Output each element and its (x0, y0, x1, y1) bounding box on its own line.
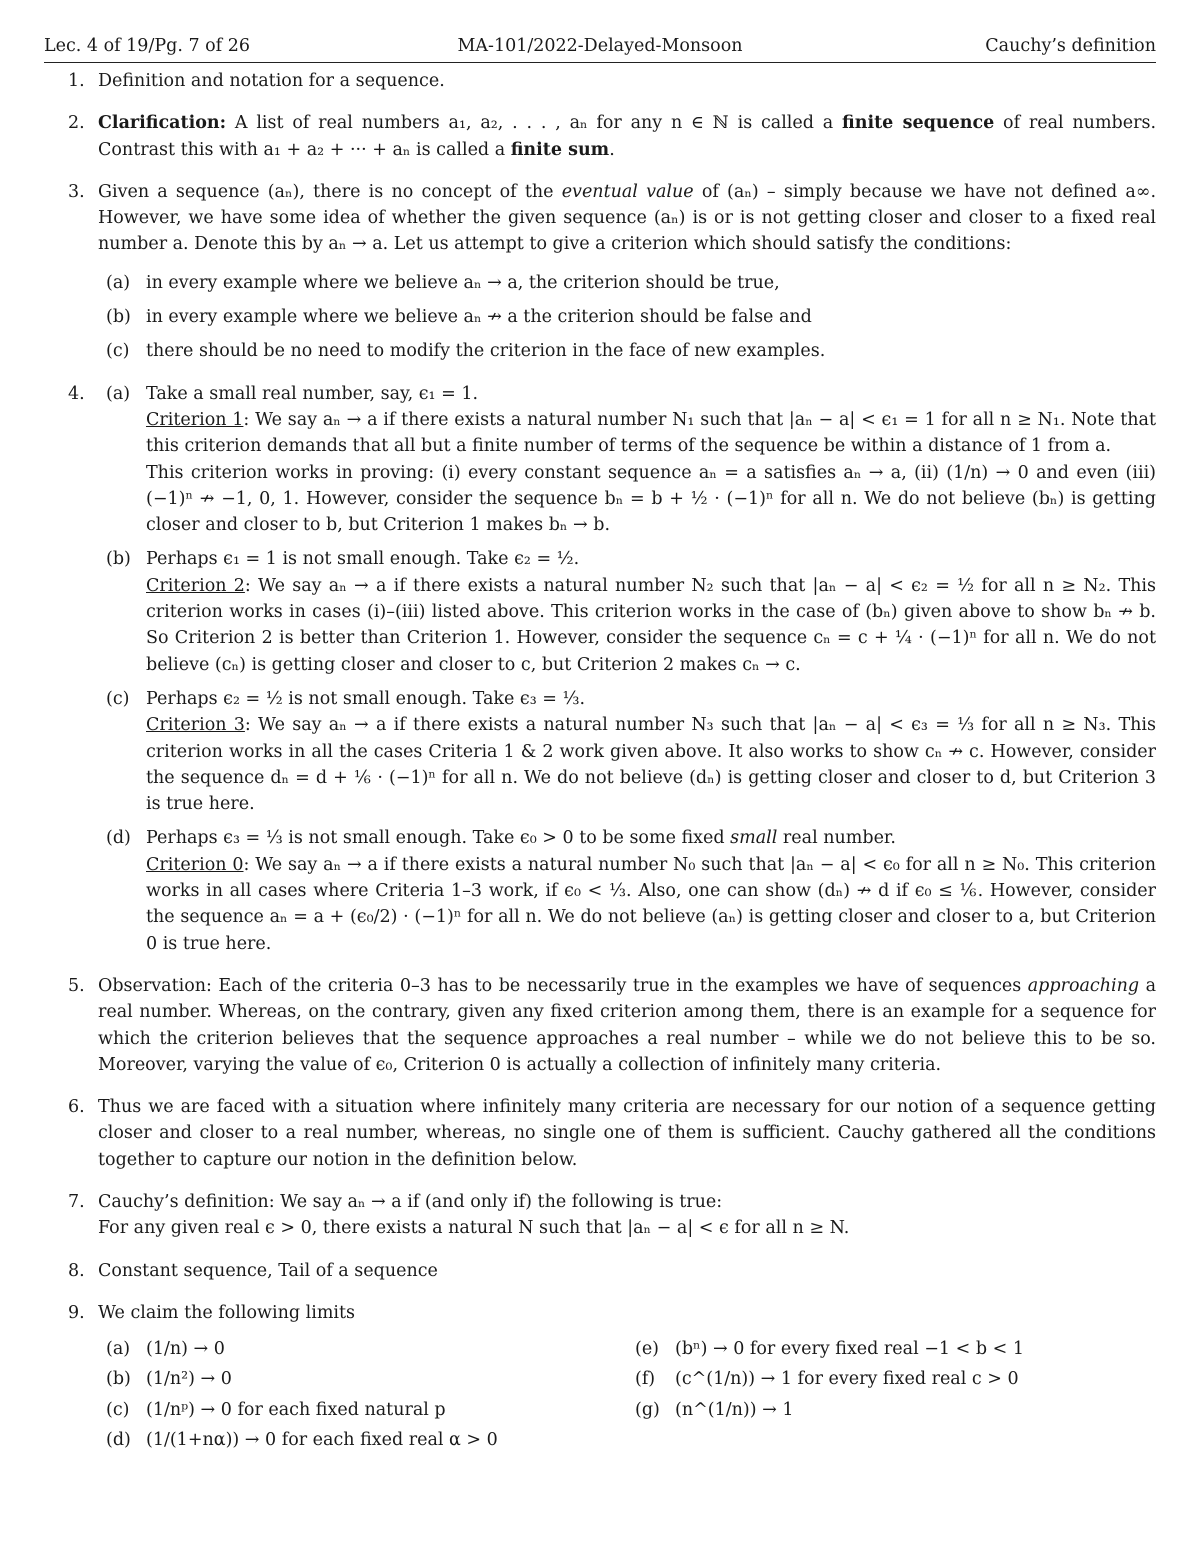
sub-label: (a) (106, 1339, 131, 1360)
sub-text: (1/n²) → 0 (146, 1369, 232, 1390)
clarification-label: Clarification: (98, 113, 227, 134)
limit-item (627, 1336, 1156, 1362)
sub-text: in every example where we believe aₙ ↛ a the criterion should be false and (146, 307, 812, 328)
list-item-4 (68, 381, 1156, 957)
item-number: 5. (68, 975, 85, 996)
item-text: of (aₙ) – simply because we have not defined a∞. However, we have some idea of whether the given sequence (aₙ) is or is not getting closer and closer to a fixed real number a. Denote this by aₙ → a. Let us attempt to give a criterion which should satisfy the conditions: (98, 181, 1157, 255)
criterion-1-title: Criterion 1 (146, 409, 244, 430)
list-item-2 (68, 110, 1156, 163)
sub-text: Take a small real number, say, ϵ₁ = 1. (146, 383, 479, 404)
sub-text: (n^(1/n)) → 1 (675, 1399, 794, 1420)
sub-text: in every example where we believe aₙ → a, the criterion should be true, (146, 272, 780, 293)
sub-text-part: real number. (777, 828, 896, 849)
criterion-1-block (68, 381, 1156, 539)
sub-label: (d) (106, 828, 131, 849)
criterion-3-block (68, 686, 1156, 817)
limits-right-column (627, 1336, 1156, 1457)
sub-label: (d) (106, 1430, 131, 1451)
item-text: . (609, 139, 615, 160)
list-item-9 (68, 1300, 1156, 1457)
item-number: 3. (68, 181, 85, 202)
limit-item (98, 1336, 627, 1362)
item-text: Observation: Each of the criteria 0–3 has to be necessarily true in the examples we have of sequences (98, 975, 1028, 996)
list-item-5 (68, 973, 1156, 1078)
term-finite-sequence: finite sequence (842, 113, 995, 134)
item-text: Definition and notation for a sequence. (98, 71, 445, 91)
sub-label: (c) (106, 688, 130, 709)
sub-label: (c) (106, 341, 130, 362)
sub-text: : We say aₙ → a if there exists a natural number N₁ such that |aₙ − a| < ϵ₁ = 1 for all n ≥ N₁. Note that this criterion demands that all but a finite number of terms of the sequence be within a distance of 1 from a. (146, 409, 1156, 457)
condition-item (98, 304, 1156, 330)
header-topic: Cauchy’s definition (985, 36, 1156, 56)
sub-label: (a) (106, 272, 131, 293)
list-item-7 (68, 1189, 1156, 1242)
sub-text: This criterion works in proving: (i) every constant sequence aₙ = a satisfies aₙ → a, (ii) (1/n) → 0 and even (iii) (−1)ⁿ ↛ −1, 0, 1. However, consider the sequence bₙ = b + ½ · (−1)ⁿ for all n. We do not believe (bₙ) is getting closer and closer to b, but Criterion 1 makes bₙ → b. (146, 462, 1156, 536)
item-text: Constant sequence, Tail of a sequence (98, 1260, 438, 1281)
item-number: 1. (68, 71, 85, 91)
sub-text: (1/nᵖ) → 0 for each fixed natural p (146, 1399, 446, 1420)
item-text: Given a sequence (aₙ), there is no concept of the (98, 181, 562, 202)
limit-item (627, 1397, 1156, 1423)
term-approaching: approaching (1027, 975, 1140, 996)
term-small: small (730, 828, 778, 849)
item-text: a real number. Whereas, on the contrary, given any fixed criterion among them, there is an example for a sequence for which the criterion believes that the sequence approaches a real number – while we do not believe this to be so. Moreover, varying the value of ϵ₀, Criterion 0 is actually a collection of infinitely many criteria. (98, 975, 1156, 1075)
term-eventual-value: eventual value (561, 181, 694, 202)
sub-label: (c) (106, 1399, 130, 1420)
sub-label: (b) (106, 1369, 131, 1390)
sub-text: Perhaps ϵ₂ = ½ is not small enough. Take ϵ₃ = ⅓. (146, 688, 586, 709)
sub-text: : We say aₙ → a if there exists a natural number N₃ such that |aₙ − a| < ϵ₃ = ⅓ for all n ≥ N₃. This criterion works in all the cases Criteria 1 & 2 work given above. It also works to show cₙ ↛ c. However, consider the sequence dₙ = d + ⅙ · (−1)ⁿ for all n. We do not believe (dₙ) is getting closer and closer to d, but Criterion 3 is true here. (146, 715, 1156, 815)
item-text: Thus we are faced with a situation where infinitely many criteria are necessary for our notion of a sequence getting closer and closer to a real number, whereas, no single one of them is sufficient. Cauchy gathered all the conditions together to capture our notion in the definition below. (98, 1097, 1156, 1170)
item-text: of real numbers. Contrast this with a₁ + a₂ + ··· + aₙ is called a (98, 113, 1157, 160)
criterion-0-block (68, 825, 1156, 956)
sub-label: (b) (106, 549, 131, 570)
sub-text: Perhaps ϵ₁ = 1 is not small enough. Take ϵ₂ = ½. (146, 549, 580, 570)
item-number: 6. (68, 1097, 85, 1118)
item-number: 4. (68, 383, 85, 404)
condition-item (98, 338, 1156, 364)
limit-item (98, 1397, 627, 1423)
criterion-0-title: Criterion 0 (146, 854, 244, 875)
cauchy-definition-intro: Cauchy’s definition: We say aₙ → a if (and only if) the following is true: (98, 1191, 723, 1212)
limit-item (98, 1427, 627, 1453)
list-item-6 (68, 1094, 1156, 1173)
item-number: 8. (68, 1260, 85, 1281)
sub-label: (a) (106, 383, 131, 404)
sub-text (146, 825, 1156, 851)
sub-text: : We say aₙ → a if there exists a natural number N₂ such that |aₙ − a| < ϵ₂ = ½ for all n ≥ N₂. This criterion works in cases (i)–(iii) listed above. This criterion works in the case of (bₙ) given above to show bₙ ↛ b. So Criterion 2 is better than Criterion 1. However, consider the sequence cₙ = c + ¼ · (−1)ⁿ for all n. We do not believe (cₙ) is getting closer and closer to c, but Criterion 2 makes cₙ → c. (146, 575, 1156, 675)
sub-text: (bⁿ) → 0 for every fixed real −1 < b < 1 (675, 1339, 1024, 1360)
sub-text: (c^(1/n)) → 1 for every fixed real c > 0 (675, 1369, 1019, 1390)
sub-label: (f) (635, 1369, 656, 1390)
sub-label: (e) (635, 1339, 660, 1360)
condition-item (98, 270, 1156, 296)
limit-item (627, 1366, 1156, 1392)
page-header (44, 34, 1156, 63)
item-text: A list of real numbers a₁, a₂, . . . , aₙ for any n ∈ ℕ is called a (226, 113, 842, 134)
term-finite-sum: finite sum (510, 139, 610, 160)
condition-list (98, 270, 1156, 365)
item-number: 9. (68, 1302, 85, 1323)
sub-text-part: Perhaps ϵ₃ = ⅓ is not small enough. Take ϵ₀ > 0 to be some fixed (146, 828, 731, 849)
sub-text: (1/n) → 0 (146, 1339, 225, 1360)
sub-text: there should be no need to modify the criterion in the face of new examples. (146, 341, 826, 362)
sub-text: : We say aₙ → a if there exists a natural number N₀ such that |aₙ − a| < ϵ₀ for all n ≥ N₀. This criterion works in all cases where Criteria 1–3 work, if ϵ₀ < ⅓. Also, one can show (dₙ) ↛ d if ϵ₀ ≤ ⅙. However, consider the sequence aₙ = a + (ϵ₀/2) · (−1)ⁿ for all n. We do not believe (aₙ) is getting closer and closer to a, but Criterion 0 is true here. (146, 854, 1156, 954)
header-lecture-info: Lec. 4 of 19/Pg. 7 of 26 (44, 36, 250, 56)
list-item-8 (68, 1258, 1156, 1284)
sub-text: (1/(1+nα)) → 0 for each fixed real α > 0 (146, 1430, 498, 1451)
limits-left-column (98, 1336, 627, 1457)
limits-list (98, 1336, 1156, 1457)
sub-label: (g) (635, 1399, 660, 1420)
list-item-1 (68, 68, 1156, 94)
limit-item (98, 1366, 627, 1392)
item-text: We claim the following limits (98, 1302, 356, 1323)
criterion-3-title: Criterion 3 (146, 715, 245, 736)
sub-label: (b) (106, 307, 131, 328)
header-course: MA-101/2022-Delayed-Monsoon (457, 36, 743, 56)
cauchy-definition-statement: For any given real ϵ > 0, there exists a natural N such that |aₙ − a| < ϵ for all n ≥ N. (98, 1218, 850, 1239)
list-item-3 (68, 179, 1156, 365)
page-content (68, 68, 1156, 1473)
criterion-2-block (68, 546, 1156, 677)
item-number: 2. (68, 113, 85, 134)
item-number: 7. (68, 1191, 85, 1212)
criterion-2-title: Criterion 2 (146, 575, 245, 596)
